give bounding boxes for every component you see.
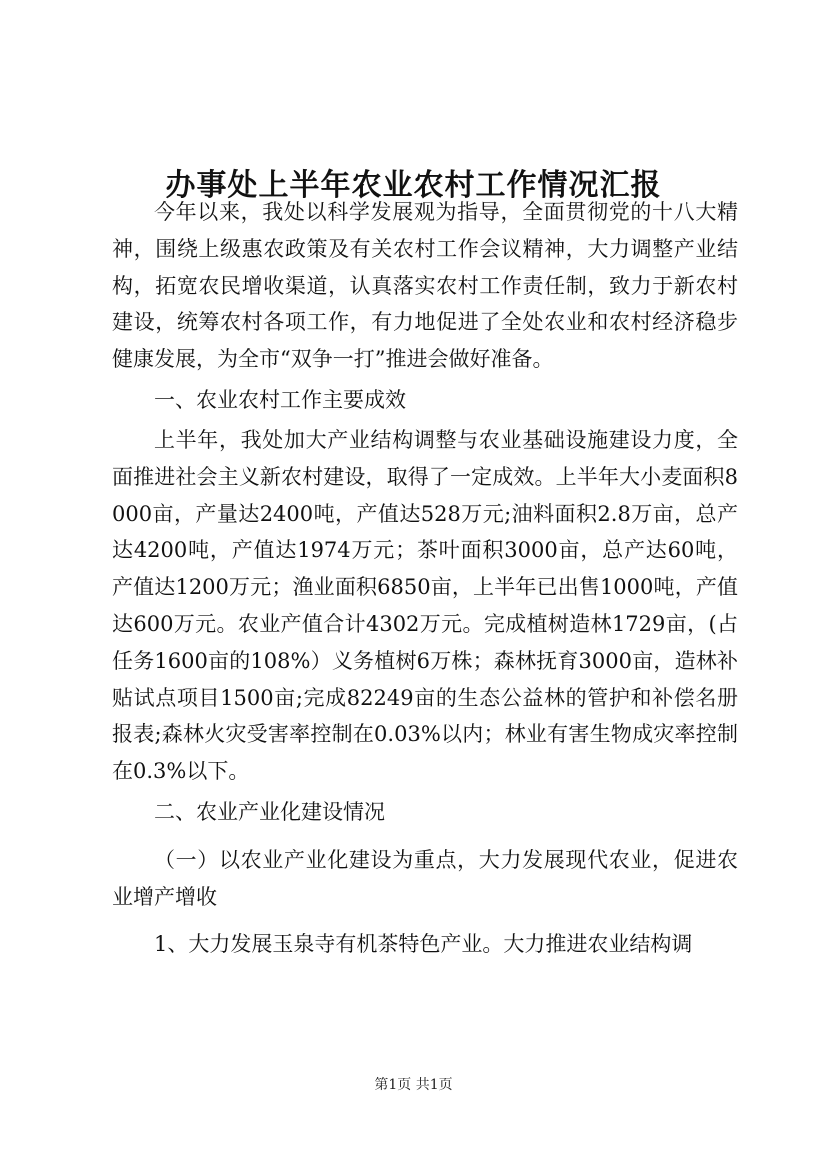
intro-paragraph: 今年以来，我处以科学发展观为指导，全面贯彻党的十八大精神，围绕上级惠农政策及有关农村工作会议精神，大力调整产业结构，拓宽农民增收渠道，认真落实农村工作责任制，致力于新农村建设，统筹农村各项工作，有力地促进了全处农业和农村经济稳步健康发展，为全市“双争一打”推进会做好准备。: [112, 200, 738, 372]
achievements-paragraph: 上半年，我处加大产业结构调整与农业基础设施建设力度，全面推进社会主义新农村建设，取得了一定成效。上半年大小麦面积8000亩，产量达2400吨，产值达528万元;油料面积2.8万亩，总产达4200吨，产值达1974万元；茶叶面积3000亩，总产达60吨，产值达1200万元；渔业面积6850亩，上半年已出售1000吨，产值达600万元。农业产值合计4302万元。完成植树造林1729亩，(占任务1600亩的108%）义务植树6万株；森林抚育3000亩，造林补贴试点项目1500亩;完成82249亩的生态公益林的管护和补偿名册报表;森林火灾受害率控制在0.03%以内；林业有害生物成灾率控制在0.3%以下。: [112, 427, 738, 784]
section-heading-industrialization: 二、农业产业化建设情况: [154, 799, 385, 824]
document-body: [112, 194, 738, 962]
item-paragraph-tea-industry: 1、大力发展玉泉寺有机茶特色产业。大力推进农业结构调: [154, 931, 693, 956]
section-heading-achievements: 一、农业农村工作主要成效: [154, 387, 406, 412]
document-title: 办事处上半年农业农村工作情况汇报: [165, 168, 662, 204]
subsection-heading-modern-agriculture: （一）以农业产业化建设为重点，大力发展现代农业，促进农业增产增收: [112, 847, 738, 909]
page-footer: 第1页 共1页: [374, 1077, 453, 1093]
